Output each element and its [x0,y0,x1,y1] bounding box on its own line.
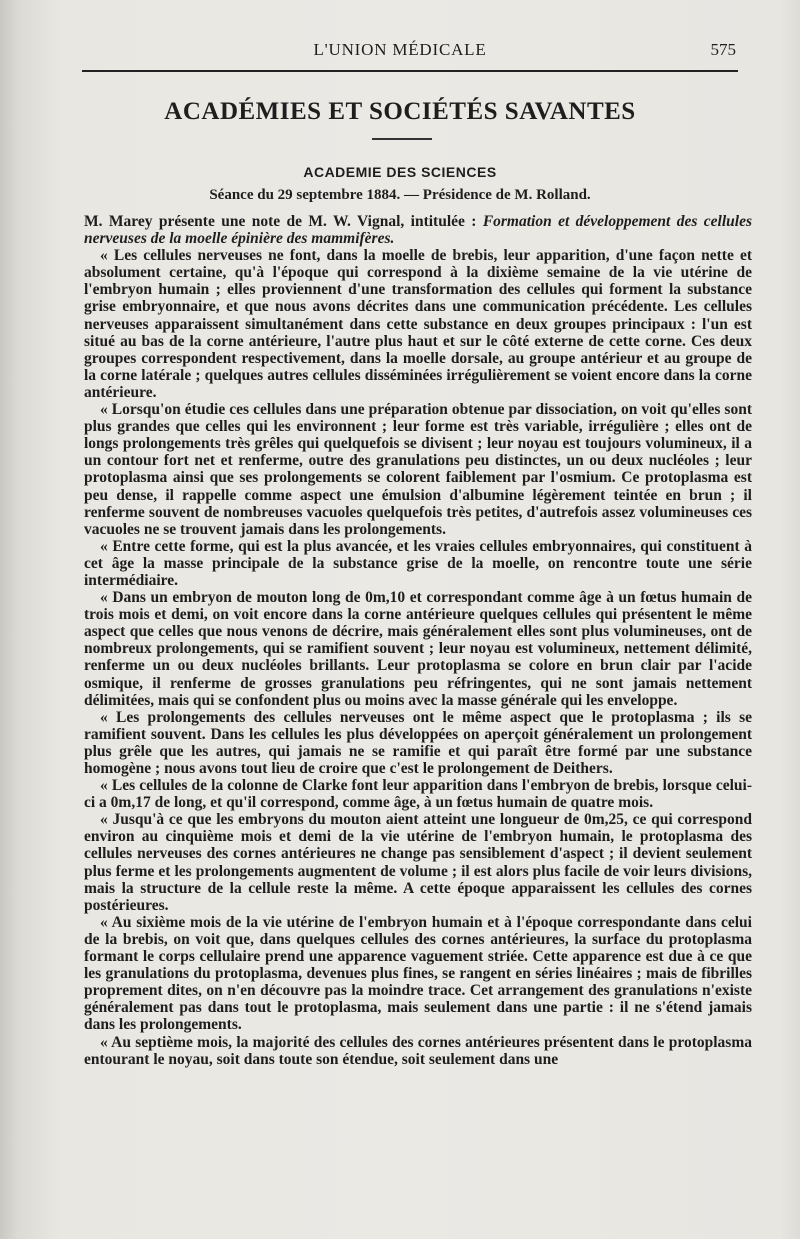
intro-title: Formation et développement des cellules nerveuses de la moelle épinière des mammifères. [84,213,752,248]
intro-paragraph [84,213,752,247]
paragraph-5: « Les prolongements des cellules nerveuses ont le même aspect que le protoplasma ; ils se ramifient souvent. Dans les cellules les plus développées on aperçoit généralement un prolongement plus grêle que les autres, qui jamais ne se ramifie et qui paraît être formé par une substance homogène ; nous avons tout lieu de croire que c'est le prolongement de Deithers. [84,708,752,777]
running-head [0,40,800,64]
journal-title: L'UNION MÉDICALE [313,40,487,59]
section-title: ACADÉMIES ET SOCIÉTÉS SAVANTES [164,98,636,125]
paragraph-2: « Lorsqu'on étudie ces cellules dans une préparation obtenue par dissociation, on voit qu'elles sont plus grandes que celles qui les environnent ; leur forme est très variable, irrégulière ; elles ont de longs prolongements très grêles qui quelquefois se divisent ; leur noyau est toujours volumineux, il a un contour fort net et renferme, outre des granulations peu distinctes, un ou deux nucléoles ; leur protoplasma ainsi que ses prolongements se colorent faiblement par l'osmium. Ce protoplasma est peu dense, il rappelle comme aspect une émulsion d'albumine légèrement teintée en brun ; il renferme souvent de nombreuses vacuoles quelquefois très petites, d'autrefois assez volumineuses ces vacuoles ne se trouvent jamais dans les prolongements. [84,401,752,538]
paragraph-6: « Les cellules de la colonne de Clarke font leur apparition dans l'embryon de brebis, lorsque celui-ci a 0m,17 de long, et qu'il correspond, comme âge, à un fœtus humain de quatre mois. [84,777,752,812]
section-rule [372,138,432,140]
session-line: Séance du 29 septembre 1884. — Présidence de M. Rolland. [209,187,591,203]
paragraph-4: « Dans un embryon de mouton long de 0m,10 et correspondant comme âge à un fœtus humain de trois mois et demi, on voit encore dans la corne antérieure quelques cellules qui présentent le même aspect que celles que nous venons de décrire, mais généralement elles sont plus volumineuses, ont de nombreux prolongements, qui se ramifient souvent ; leur noyau est volumineux, nettement délimité, renferme un ou deux nucléoles brillants. Leur protoplasma se colore en brun clair par l'acide osmique, il renferme de grosses granulations peu réfringentes, qui ne sont jamais nettement délimitées, mais qui se confondent plus ou moins avec la masse générale qui les enveloppe. [84,589,752,709]
paragraph-7: « Jusqu'à ce que les embryons du mouton aient atteint une longueur de 0m,25, ce qui correspond environ au cinquième mois et demi de la vie utérine de l'embryon humain, le protoplasma des cellules nerveuses des cornes antérieures ne change pas sensiblement d'aspect ; il devient seulement plus ferme et les prolongements augmentent de volume ; il est alors plus facile de voir leurs divisions, mais la structure de la cellule reste la même. A cette époque apparaissent les cellules des cornes postérieures. [84,811,752,914]
article-body [84,213,752,1068]
intro-lead: M. Marey présente une note de M. W. Vignal, intitulée : [84,213,483,230]
paragraph-9: « Au septième mois, la majorité des cellules des cornes antérieures présentent dans le protoplasma entourant le noyau, soit dans toute son étendue, soit seulement dans une [84,1033,752,1068]
paragraph-3: « Entre cette forme, qui est la plus avancée, et les vraies cellules embryonnaires, qui constituent à cet âge la masse principale de la substance grise de la moelle, on rencontre toute une série intermédiaire. [84,537,752,589]
header-rule [82,70,738,72]
subsection-title: ACADEMIE DES SCIENCES [303,164,497,180]
paragraph-8: « Au sixième mois de la vie utérine de l'embryon humain et à l'époque correspondante dans celui de la brebis, on voit que, dans quelques cellules des cornes antérieures, la surface du protoplasma formant le corps cellulaire prend une apparence vaguement striée. Cette apparence est due à ce que les granulations du protoplasma, devenues plus fines, se rangent en séries linéaires ; mais de fibrilles proprement dites, on n'en découvre pas la moindre trace. Cet arrangement des granulations n'existe généralement pas dans tout le protoplasma, mais seulement dans une partie : il ne s'étend jamais dans les prolongements. [84,913,752,1034]
paragraph-1: « Les cellules nerveuses ne font, dans la moelle de brebis, leur apparition, d'une façon nette et absolument certaine, qu'à l'époque qui correspond à la dixième semaine de la vie utérine de l'embryon humain ; elles proviennent d'une transformation des cellules qui forment la substance grise embryonnaire, et que nous avons décrites dans une communication précédente. Les cellules nerveuses apparaissent simultanément dans cette substance en deux groupes principaux : l'un est situé au bas de la corne antérieure, l'autre plus haut et sur le côté externe de cette corne. Ces deux groupes correspondent respectivement, dans la moelle dorsale, au groupe antérieur et au groupe de la corne latérale ; quelques autres cellules disséminées irrégulièrement se voient encore dans la corne antérieure. [84,247,752,401]
page-number: 575 [710,40,736,59]
